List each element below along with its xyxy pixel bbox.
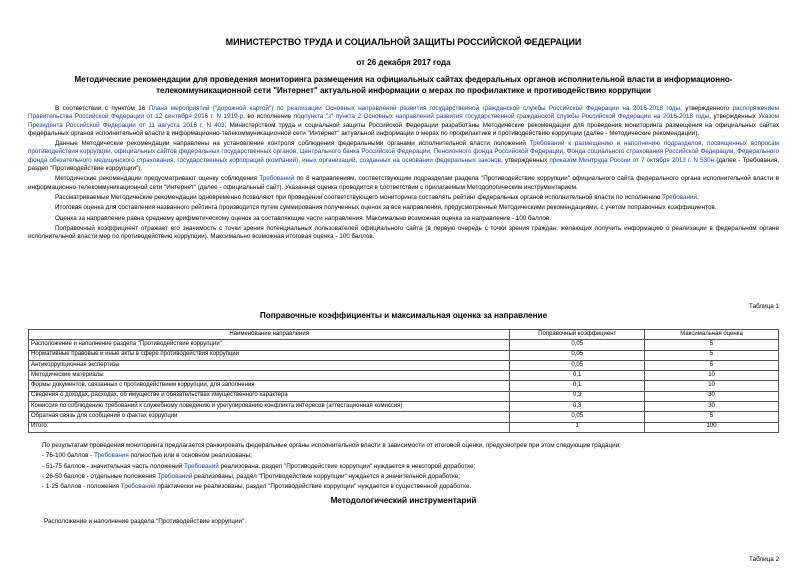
table-cell: 0,3 [510,391,645,401]
grading-section [28,442,779,493]
paragraph-1 [28,105,779,138]
link-roadmap-plan[interactable]: Плана мероприятий ("дорожной картой") по реализации Основных направлений развития государственной гражданской службы Российской Федерации на 2016-2018 годы [148,105,681,112]
text: полностью или в основном реализованы; [128,452,252,460]
table-cell: 1 [510,422,645,432]
text: В соответствии с пунктом 16 [55,105,149,112]
table-row [29,360,779,370]
link-requirements[interactable]: Требования [94,452,129,460]
table-row [29,402,779,412]
grade-item [42,463,779,471]
table-row [29,391,779,401]
document-date: от 26 декабря 2017 года [356,58,451,67]
grade-item [42,483,779,491]
table-cell: 0,1 [510,381,645,391]
table-cell: 0,05 [510,350,645,360]
table-cell: Методические материалы [29,371,510,381]
paragraph-5: Итоговая оценка для составления названного рейтинга производится путем суммирования полученных оценок за все направления, предусмотренные Методическими рекомендациями, с учетом поправочных коэффициентов. [55,204,717,212]
table-cell: 5 [645,412,779,422]
table-cell: 0,05 [510,340,645,350]
table-cell: 0,1 [510,371,645,381]
link-subparagraph[interactable]: подпункта "з" пункта 2 Основных направлений развития государственной гражданской службы Российской Федерации на 2016-2018 годы [293,113,710,121]
ministry-heading: МИНИСТЕРСТВО ТРУДА И СОЦИАЛЬНОЙ ЗАЩИТЫ РОССИЙСКОЙ ФЕДЕРАЦИИ [225,37,582,47]
table-cell: Итого: [29,422,510,432]
grade-item [42,473,779,481]
text: , Министерством труда и социальной защиты Российской Федерации разработаны Методические рекомендации для проведения мониторинга размещения на официальных сайтах федеральных органов исполнительной власти в информационно-телекоммуникационной сети "Интернет" актуальной информации о мерах по профилактике и противодействию коррупции (далее - Методические рекомендации). [28,121,779,137]
table-total-row [29,422,779,432]
table-cell: Формы документов, связанных с противодействием коррупции, для заполнения [29,381,510,391]
link-requirements[interactable]: Требований [184,462,219,470]
text: реализованы, раздел "Противодействие коррупции" нуждается в значительной доработке; [192,472,460,480]
table-cell: 0,05 [510,360,645,370]
paragraph-7: Поправочный коэффициент отражает его значимость с точки зрения потенциальных пользователей официального сайта (в первую очередь с точки зрения граждан, желающих получить информацию о реализации в федеральном органе исполнительной власти мер по противодействию коррупции). Максимально возможная итоговая оценка - 100 баллов. [28,224,779,241]
table-cell: 10 [645,371,779,381]
text: практически не реализованы, раздел "Противодействие коррупции" нуждается в существенной доработке. [155,483,472,491]
text: - 26-50 баллов - отдельные положения [42,472,158,480]
table-row [29,340,779,350]
text: . [696,193,699,201]
table-cell: Сведения о доходах, расходах, об имуществе и обязательствах имущественного характера [29,391,510,401]
table-row [29,350,779,360]
text: , утвержденного [680,105,733,112]
text: , утвержденных [709,113,759,121]
paragraph-6: Оценка за направление равна среднему арифметическому оценок за составляющие части направления. Максимально возможная оценка за направление - 100 баллов. [55,214,552,222]
document-title: Методические рекомендации для проведения мониторинга размещения на официальных сайтах федеральных органов исполнительной власти в информационно-телекоммуникационной сети "Интернет" актуальной информации о мерах по профилактике и противодействию коррупции [74,75,733,95]
methodology-subtitle: Расположение и наполнение раздела "Противодействие коррупции". [44,518,246,525]
table-cell: 30 [645,391,779,401]
text: Рассматриваемые Методические рекомендации одновременно позволяют при проведении соответствующего мониторинга составлять рейтинг федеральных органов исполнительной власти по исполнению [55,193,663,201]
link-requirements[interactable]: Требований [120,483,156,491]
text: - 51-75 баллов - значительная часть положений [42,462,185,470]
table-cell: 100 [645,422,779,432]
text: - 76-100 баллов - [42,452,95,460]
table-cell: Антикоррупционная экспертиза [29,360,510,370]
paragraph-3 [28,175,779,192]
table-cell: 5 [645,340,779,350]
link-requirements[interactable]: Требований [259,175,295,183]
paragraph-4 [28,194,779,202]
link-government-order[interactable]: распоряжением Правительства Российской Федерации от 12 сентября 2016 г. N 1919-р [28,105,779,121]
text: , во исполнение [243,113,294,121]
table-1-title: Поправочные коэффициенты и максимальная оценка за направление [259,311,548,320]
text: , утвержденных [501,156,550,164]
link-requirements[interactable]: Требований к размещению и наполнению подразделов, посвященных вопросам противодействия коррупции, официальных сайтов федеральных государственных органов, Центрального банка Российской Федерации, Пенсионного фонда Российской Федерации, Фонда социального страхования Российской Федерации, Федерального фонда обязательного медицинского страхования, государственных корпораций (компаний), иных организаций, созданных на основании федеральных законов [28,140,779,164]
link-presidential-decree[interactable]: Указом Президента Российской Федерации от 11 августа 2016 г. N 403 [28,113,779,129]
coefficients-table [28,329,779,433]
column-header: Наименование направления [29,330,510,340]
link-requirements[interactable]: Требований [662,193,697,201]
table-cell: Расположение и наполнение раздела "Противодействие коррупции" [29,340,510,350]
table-cell: Комиссия по соблюдению требований к служебному поведению и урегулированию конфликта интересов (аттестационная комиссия) [29,402,510,412]
table-row [29,412,779,422]
column-header: Поправочный коэффициент [510,330,645,340]
table-cell: 0,05 [510,412,645,422]
text: Данные Методические рекомендации направлены на установление контроля соблюдения федеральными органами исполнительной власти положений [55,140,530,148]
grading-intro: По результатам проведения мониторинга предлагается ранжировать федеральные органы исполнительной власти в зависимости от итоговой оценки, предусмотрев при этом следующие градации: [42,442,621,449]
text: по 8 направлениям, соответствующим подразделам раздела "Противодействие коррупции" официального сайта федерального органа исполнительной власти в информационно-телекоммуникационной сети "Интернет" (далее - официальный сайт). Указанная оценка проводится в соответствии с прилагаемым Методологическим инструментарием. [28,175,779,191]
paragraph-2 [28,140,779,173]
table-cell: 30 [645,402,779,412]
table-2-label: Таблица 2 [749,556,779,563]
table-cell: Обратная связь для сообщений о фактах коррупции [29,412,510,422]
table-cell: Нормативные правовые и иные акты в сфере противодействия коррупции [29,350,510,360]
table-1-label: Таблица 1 [749,303,779,310]
column-header: Максимальная оценка [645,330,779,340]
text: (далее - Требования, раздел "Противодействие коррупции"). [28,156,780,173]
text: Методические рекомендации предусматривают оценку соблюдения [55,175,260,183]
table-row [29,371,779,381]
table-cell: 0,3 [510,402,645,412]
link-requirements[interactable]: Требований [157,472,193,480]
table-row [29,381,779,391]
text: - 1-25 баллов - положения [42,483,121,491]
document-body [28,105,779,243]
text: реализована, раздел "Противодействие коррупции" нуждается в некоторой доработке; [218,462,476,470]
grade-item [42,452,779,460]
table-cell: 5 [645,350,779,360]
link-mintrud-order[interactable]: приказом Минтруда России от 7 октября 2013 г. N 530н [549,156,715,164]
table-cell: 5 [645,360,779,370]
table-header-row [29,330,779,340]
table-cell: 10 [645,381,779,391]
methodology-title: Методологический инструментарий [330,496,477,505]
